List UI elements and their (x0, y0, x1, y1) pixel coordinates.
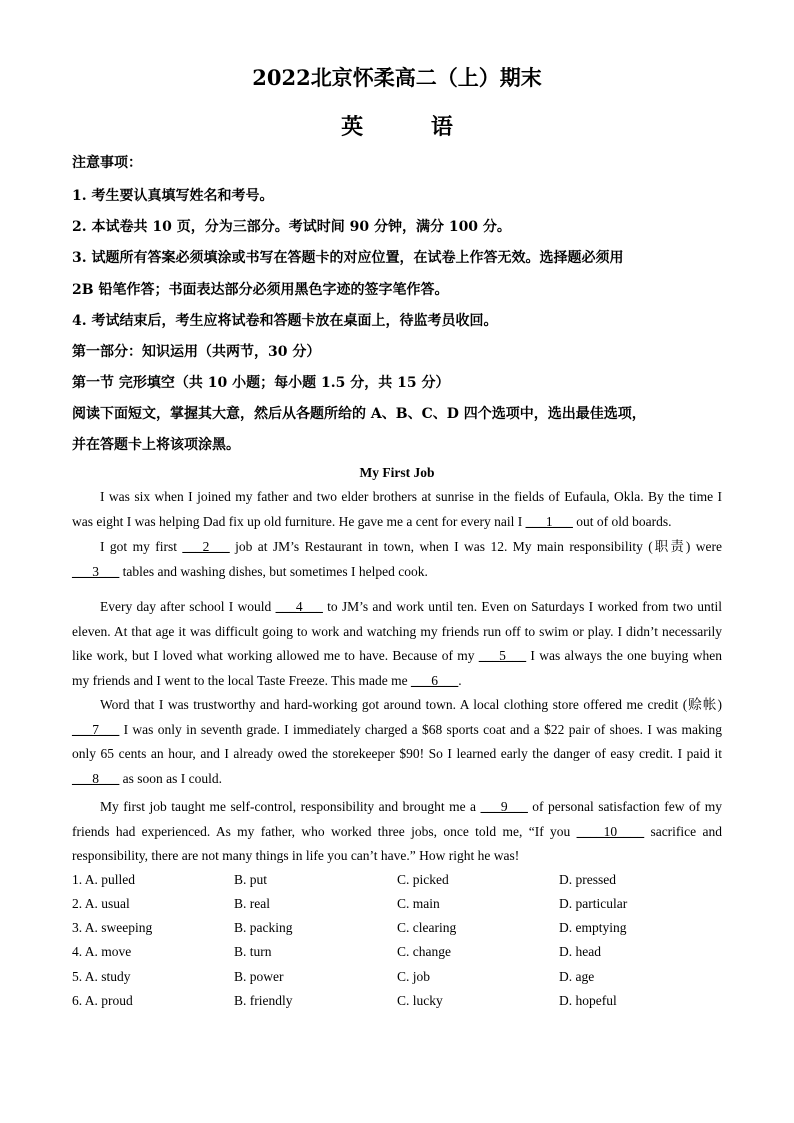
option-d: D. age (559, 969, 595, 984)
option-c: C. clearing (397, 920, 457, 935)
blank-10: ____10____ (576, 823, 645, 839)
note-item: 2. 本试卷共 10 页，分为三部分。考试时间 90 分钟，满分 100 分。 (72, 219, 511, 235)
passage-paragraph: Every day after school I would ___4___ to JM’s and work until ten. Even on Saturdays I worked from two until eleven. At that age it was difficult going to work and watching my friends run off to swim or play. I didn’t necessarily like work, but I loved what working allowed me to have. Because of my ___5___ I was always the one buying when my friends and I went to the local Taste Freeze. This made me ___6___. (72, 599, 722, 688)
blank-3: ___3___ (72, 563, 120, 579)
subsection-heading: 第一节 完形填空（共 10 小题；每小题 1.5 分，共 15 分） (72, 375, 450, 391)
option-a: 6. A. proud (72, 993, 133, 1008)
instruction-line: 阅读下面短文，掌握其大意，然后从各题所给的 A、B、C、D 四个选项中，选出最佳选项， (72, 406, 646, 422)
blank-5: ___5___ (478, 648, 527, 664)
option-c: C. change (397, 944, 451, 959)
option-d: D. pressed (559, 872, 616, 887)
option-d: D. particular (559, 896, 628, 911)
blank-7: ___7___ (72, 721, 120, 737)
option-b: B. friendly (234, 993, 293, 1008)
note-item: 1. 考生要认真填写姓名和考号。 (72, 188, 274, 204)
option-a: 3. A. sweeping (72, 920, 153, 935)
passage-title: My First Job (359, 465, 435, 480)
option-c: C. main (397, 896, 440, 911)
option-d: D. head (559, 944, 601, 959)
passage-paragraph: Word that I was trustworthy and hard-working got around town. A local clothing store offered me credit (赊帐) ___7___ I was only in seventh grade. I immediately charged a $68 sports coat and a $22 pair of shoes. I was making only 65 cents an hour, and I already owed the storekeeper $90! So I learned early the danger of easy credit. I paid it ___8___ as soon as I could. (72, 697, 722, 786)
blank-9: ___9___ (480, 799, 528, 814)
option-d: D. emptying (559, 920, 627, 935)
option-a: 1. A. pulled (72, 872, 135, 887)
notes-heading: 注意事项： (72, 155, 142, 171)
option-b: B. put (234, 872, 268, 887)
subject-title: 英 语 (341, 114, 483, 140)
option-a: 4. A. move (72, 944, 132, 959)
option-b: B. real (234, 896, 270, 911)
instruction-line: 并在答题卡上将该项涂黑。 (72, 437, 240, 453)
blank-8: ___8___ (72, 770, 120, 786)
part-heading: 第一部分：知识运用（共两节，30 分） (72, 344, 321, 360)
option-b: B. packing (234, 920, 293, 935)
option-c: C. job (397, 969, 431, 984)
passage-paragraph: I was six when I joined my father and two elder brothers at sunrise in the fields of Eufaula, Okla. By the time I was eight I was helping Dad fix up old furniture. He gave me a cent for every nail I ___1___ out of old boards. (72, 489, 722, 529)
blank-1: ___1___ (525, 513, 573, 529)
blank-2: ___2___ (182, 539, 230, 554)
option-d: D. hopeful (559, 993, 617, 1008)
note-item: 2B 铅笔作答；书面表达部分必须用黑色字迹的签字笔作答。 (72, 282, 449, 298)
option-b: B. power (234, 969, 284, 984)
exam-title: 2022北京怀柔高二（上）期末 (252, 65, 542, 90)
option-a: 5. A. study (72, 969, 131, 984)
option-b: B. turn (234, 944, 272, 959)
note-item: 3. 试题所有答案必须填涂或书写在答题卡的对应位置，在试卷上作答无效。选择题必须用 (72, 250, 624, 266)
option-c: C. picked (397, 872, 449, 887)
note-item: 4. 考试结束后，考生应将试卷和答题卡放在桌面上，待监考员收回。 (72, 313, 498, 329)
passage-paragraph: My first job taught me self-control, responsibility and brought me a ___9___ of personal satisfaction few of my friends had experienced. As my father, who worked three jobs, once told me, “If you ____10____ sacrifice and responsibility, there are not many things in life you can’t have.” How right he was! (72, 799, 723, 864)
option-c: C. lucky (397, 993, 443, 1008)
option-a: 2. A. usual (72, 896, 130, 911)
blank-4: ___4___ (275, 599, 323, 614)
blank-6: ___6___ (410, 672, 459, 688)
passage-paragraph: I got my first ___2___ job at JM’s Restaurant in town, when I was 12. My main responsibility (职责) were ___3___ tables and washing dishes, but sometimes I helped cook. (72, 539, 722, 579)
